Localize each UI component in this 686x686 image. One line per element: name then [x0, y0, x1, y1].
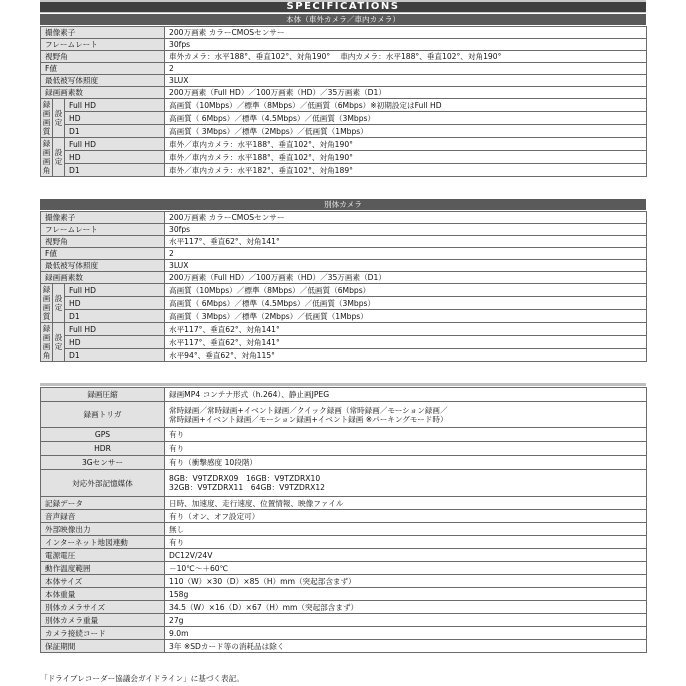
table-row	[41, 614, 647, 627]
row-label: 視野角	[41, 236, 165, 248]
section-divider	[40, 383, 646, 386]
row-label: インターネット地図連動	[41, 536, 165, 549]
table-row	[41, 112, 647, 125]
row-label: Full HD	[65, 138, 165, 151]
table-row	[41, 75, 647, 87]
row-value: 無し	[165, 523, 647, 536]
title-banner	[40, 0, 646, 13]
table-row	[41, 640, 647, 653]
row-value: 有り（オン、オフ設定可）	[165, 510, 647, 523]
row-value: 2	[165, 248, 647, 260]
row-label: F値	[41, 248, 165, 260]
row-value: 高画質（ 3Mbps）／標準（2Mbps）／低画質（1Mbps）	[165, 310, 647, 323]
row-value	[165, 470, 647, 497]
row-label: Full HD	[65, 284, 165, 297]
setting-label: 設定	[53, 138, 65, 177]
table-row	[41, 588, 647, 601]
row-label: 別体カメラサイズ	[41, 601, 165, 614]
row-value: 200万画素 カラーCMOSセンサー	[165, 27, 647, 39]
footnote: 「ドライブレコーダー協議会ガイドライン」に基づく表記。	[40, 674, 244, 683]
row-value: 34.5（W）×16（D）×67（H）mm（突起部含まず）	[165, 601, 647, 614]
table-row	[41, 272, 647, 284]
row-value: 水平117°、垂直62°、対角141°	[165, 236, 647, 248]
media-line-2: 32GB：V9TZDRX11 64GB：V9TZDRX12	[169, 483, 326, 492]
row-label: GPS	[41, 428, 165, 442]
row-label: HD	[65, 336, 165, 349]
general-spec-table	[40, 387, 647, 653]
row-label: HD	[65, 112, 165, 125]
row-value: 水平117°、垂直62°、対角141°	[165, 323, 647, 336]
table-row	[41, 164, 647, 177]
table-row	[41, 388, 647, 402]
table-row	[41, 27, 647, 39]
row-label: D1	[65, 125, 165, 138]
row-value: 3LUX	[165, 75, 647, 87]
row-label: 撮像素子	[41, 27, 165, 39]
row-value: 110（W）×30（D）×85（H）mm（突起部含まず）	[165, 575, 647, 588]
table-row	[41, 138, 647, 151]
row-label: 最低被写体照度	[41, 260, 165, 272]
row-label: 3Gセンサー	[41, 456, 165, 470]
table-row	[41, 627, 647, 640]
trigger-line-2: 常時録画+イベント録画／モーション録画+イベント録画 ※パーキングモード時）	[169, 414, 448, 424]
row-value: 高画質（ 6Mbps）／標準（4.5Mbps）／低画質（3Mbps）	[165, 112, 647, 125]
row-label: F値	[41, 63, 165, 75]
table-row	[41, 125, 647, 138]
row-value: 高画質（10Mbps）／標準（8Mbps）／低画質（6Mbps）	[165, 284, 647, 297]
table-row	[41, 536, 647, 549]
row-value: 録画MP4 コンテナ形式（h.264）、静止画JPEG	[165, 388, 647, 402]
row-label: 本体サイズ	[41, 575, 165, 588]
table-row	[41, 497, 647, 510]
row-value: 高画質（ 3Mbps）／標準（2Mbps）／低画質（1Mbps）	[165, 125, 647, 138]
table-row	[41, 562, 647, 575]
table-row	[41, 224, 647, 236]
row-label: 外部映像出力	[41, 523, 165, 536]
row-label: 保証期間	[41, 640, 165, 653]
row-value: 有り（衝撃感度 10段階）	[165, 456, 647, 470]
row-label: 録画画素数	[41, 272, 165, 284]
row-label: HD	[65, 151, 165, 164]
row-value: 車外／車内カメラ：水平188°、垂直102°、対角190°	[165, 151, 647, 164]
table-row	[41, 510, 647, 523]
row-label: 動作温度範囲	[41, 562, 165, 575]
row-label: HD	[65, 297, 165, 310]
setting-label: 設定	[53, 284, 65, 323]
page-title: SPECIFICATIONS	[286, 1, 400, 12]
row-label: 録画画素数	[41, 87, 165, 99]
setting-label: 設定	[53, 99, 65, 138]
row-value: －10℃～＋60℃	[165, 562, 647, 575]
row-value: 有り	[165, 442, 647, 456]
setting-label: 設定	[53, 323, 65, 362]
row-label: HDR	[41, 442, 165, 456]
row-value: 9.0m	[165, 627, 647, 640]
row-label: 視野角	[41, 51, 165, 63]
row-value: 高画質（ 6Mbps）／標準（4.5Mbps）／低画質（3Mbps）	[165, 297, 647, 310]
table-row	[41, 248, 647, 260]
row-label: 撮像素子	[41, 212, 165, 224]
trigger-line-1: 常時録画／常時録画+イベント録画／クイック録画（常時録画／モーション録画／	[169, 405, 448, 415]
table-row	[41, 402, 647, 428]
table-row	[41, 63, 647, 75]
table-row	[41, 442, 647, 456]
row-label: D1	[65, 349, 165, 362]
row-value: 車外カメラ：水平188°、垂直102°、対角190° 車内カメラ：水平188°、垂直102°、対角190°	[165, 51, 647, 63]
row-value: 有り	[165, 536, 647, 549]
row-value: 200万画素 カラーCMOSセンサー	[165, 212, 647, 224]
row-label: 別体カメラ重量	[41, 614, 165, 627]
table-row	[41, 151, 647, 164]
row-value: 3年 ※SDカード等の消耗品は除く	[165, 640, 647, 653]
angle-group-label: 録画画角	[41, 323, 53, 362]
table-row	[41, 336, 647, 349]
front-spec-table	[40, 26, 647, 177]
row-label: D1	[65, 310, 165, 323]
row-value: DC12V/24V	[165, 549, 647, 562]
table-row	[41, 310, 647, 323]
row-value: 車外／車内カメラ：水平188°、垂直102°、対角190°	[165, 138, 647, 151]
row-value: 3LUX	[165, 260, 647, 272]
table-row	[41, 297, 647, 310]
row-value: 水平117°、垂直62°、対角141°	[165, 336, 647, 349]
table-row	[41, 428, 647, 442]
table-row	[41, 470, 647, 497]
row-value: 200万画素（Full HD）／100万画素（HD）／35万画素（D1）	[165, 87, 647, 99]
table-row	[41, 260, 647, 272]
table-row	[41, 601, 647, 614]
row-label: 対応外部記憶媒体	[41, 470, 165, 497]
table-row	[41, 39, 647, 51]
table-row	[41, 284, 647, 297]
table-row	[41, 212, 647, 224]
row-label: D1	[65, 164, 165, 177]
row-value: 158g	[165, 588, 647, 601]
table-row	[41, 236, 647, 248]
row-label: 最低被写体照度	[41, 75, 165, 87]
row-value: 30fps	[165, 39, 647, 51]
table-row	[41, 51, 647, 63]
row-value: 日時、加速度、走行速度、位置情報、映像ファイル	[165, 497, 647, 510]
row-label: 電源電圧	[41, 549, 165, 562]
row-label: Full HD	[65, 323, 165, 336]
table-row	[41, 523, 647, 536]
row-value: 200万画素（Full HD）／100万画素（HD）／35万画素（D1）	[165, 272, 647, 284]
table-row	[41, 99, 647, 112]
row-value: 27g	[165, 614, 647, 627]
table-row	[41, 575, 647, 588]
row-label: フレームレート	[41, 224, 165, 236]
row-label: 録画圧縮	[41, 388, 165, 402]
row-label: カメラ接続コード	[41, 627, 165, 640]
row-label: フレームレート	[41, 39, 165, 51]
quality-group-label: 録画画質	[41, 284, 53, 323]
row-value: 車外／車内カメラ：水平182°、垂直102°、対角189°	[165, 164, 647, 177]
row-value: 有り	[165, 428, 647, 442]
section-header-front: 本体（車外カメラ／車内カメラ）	[40, 14, 646, 25]
row-value	[165, 402, 647, 428]
rear-spec-table	[40, 211, 647, 362]
row-label: 音声録音	[41, 510, 165, 523]
row-label: 録画トリガ	[41, 402, 165, 428]
section-header-rear: 別体カメラ	[40, 199, 646, 210]
table-row	[41, 349, 647, 362]
table-row	[41, 456, 647, 470]
table-row	[41, 323, 647, 336]
row-value: 水平94°、垂直62°、対角115°	[165, 349, 647, 362]
table-row	[41, 549, 647, 562]
angle-group-label: 録画画角	[41, 138, 53, 177]
row-value: 高画質（10Mbps）／標準（8Mbps）／低画質（6Mbps）※初期設定はFull HD	[165, 99, 647, 112]
table-row	[41, 87, 647, 99]
row-value: 2	[165, 63, 647, 75]
row-label: 本体重量	[41, 588, 165, 601]
row-label: Full HD	[65, 99, 165, 112]
media-line-1: 8GB：V9TZDRX09 16GB：V9TZDRX10	[169, 474, 321, 483]
row-value: 30fps	[165, 224, 647, 236]
row-label: 記録データ	[41, 497, 165, 510]
quality-group-label: 録画画質	[41, 99, 53, 138]
